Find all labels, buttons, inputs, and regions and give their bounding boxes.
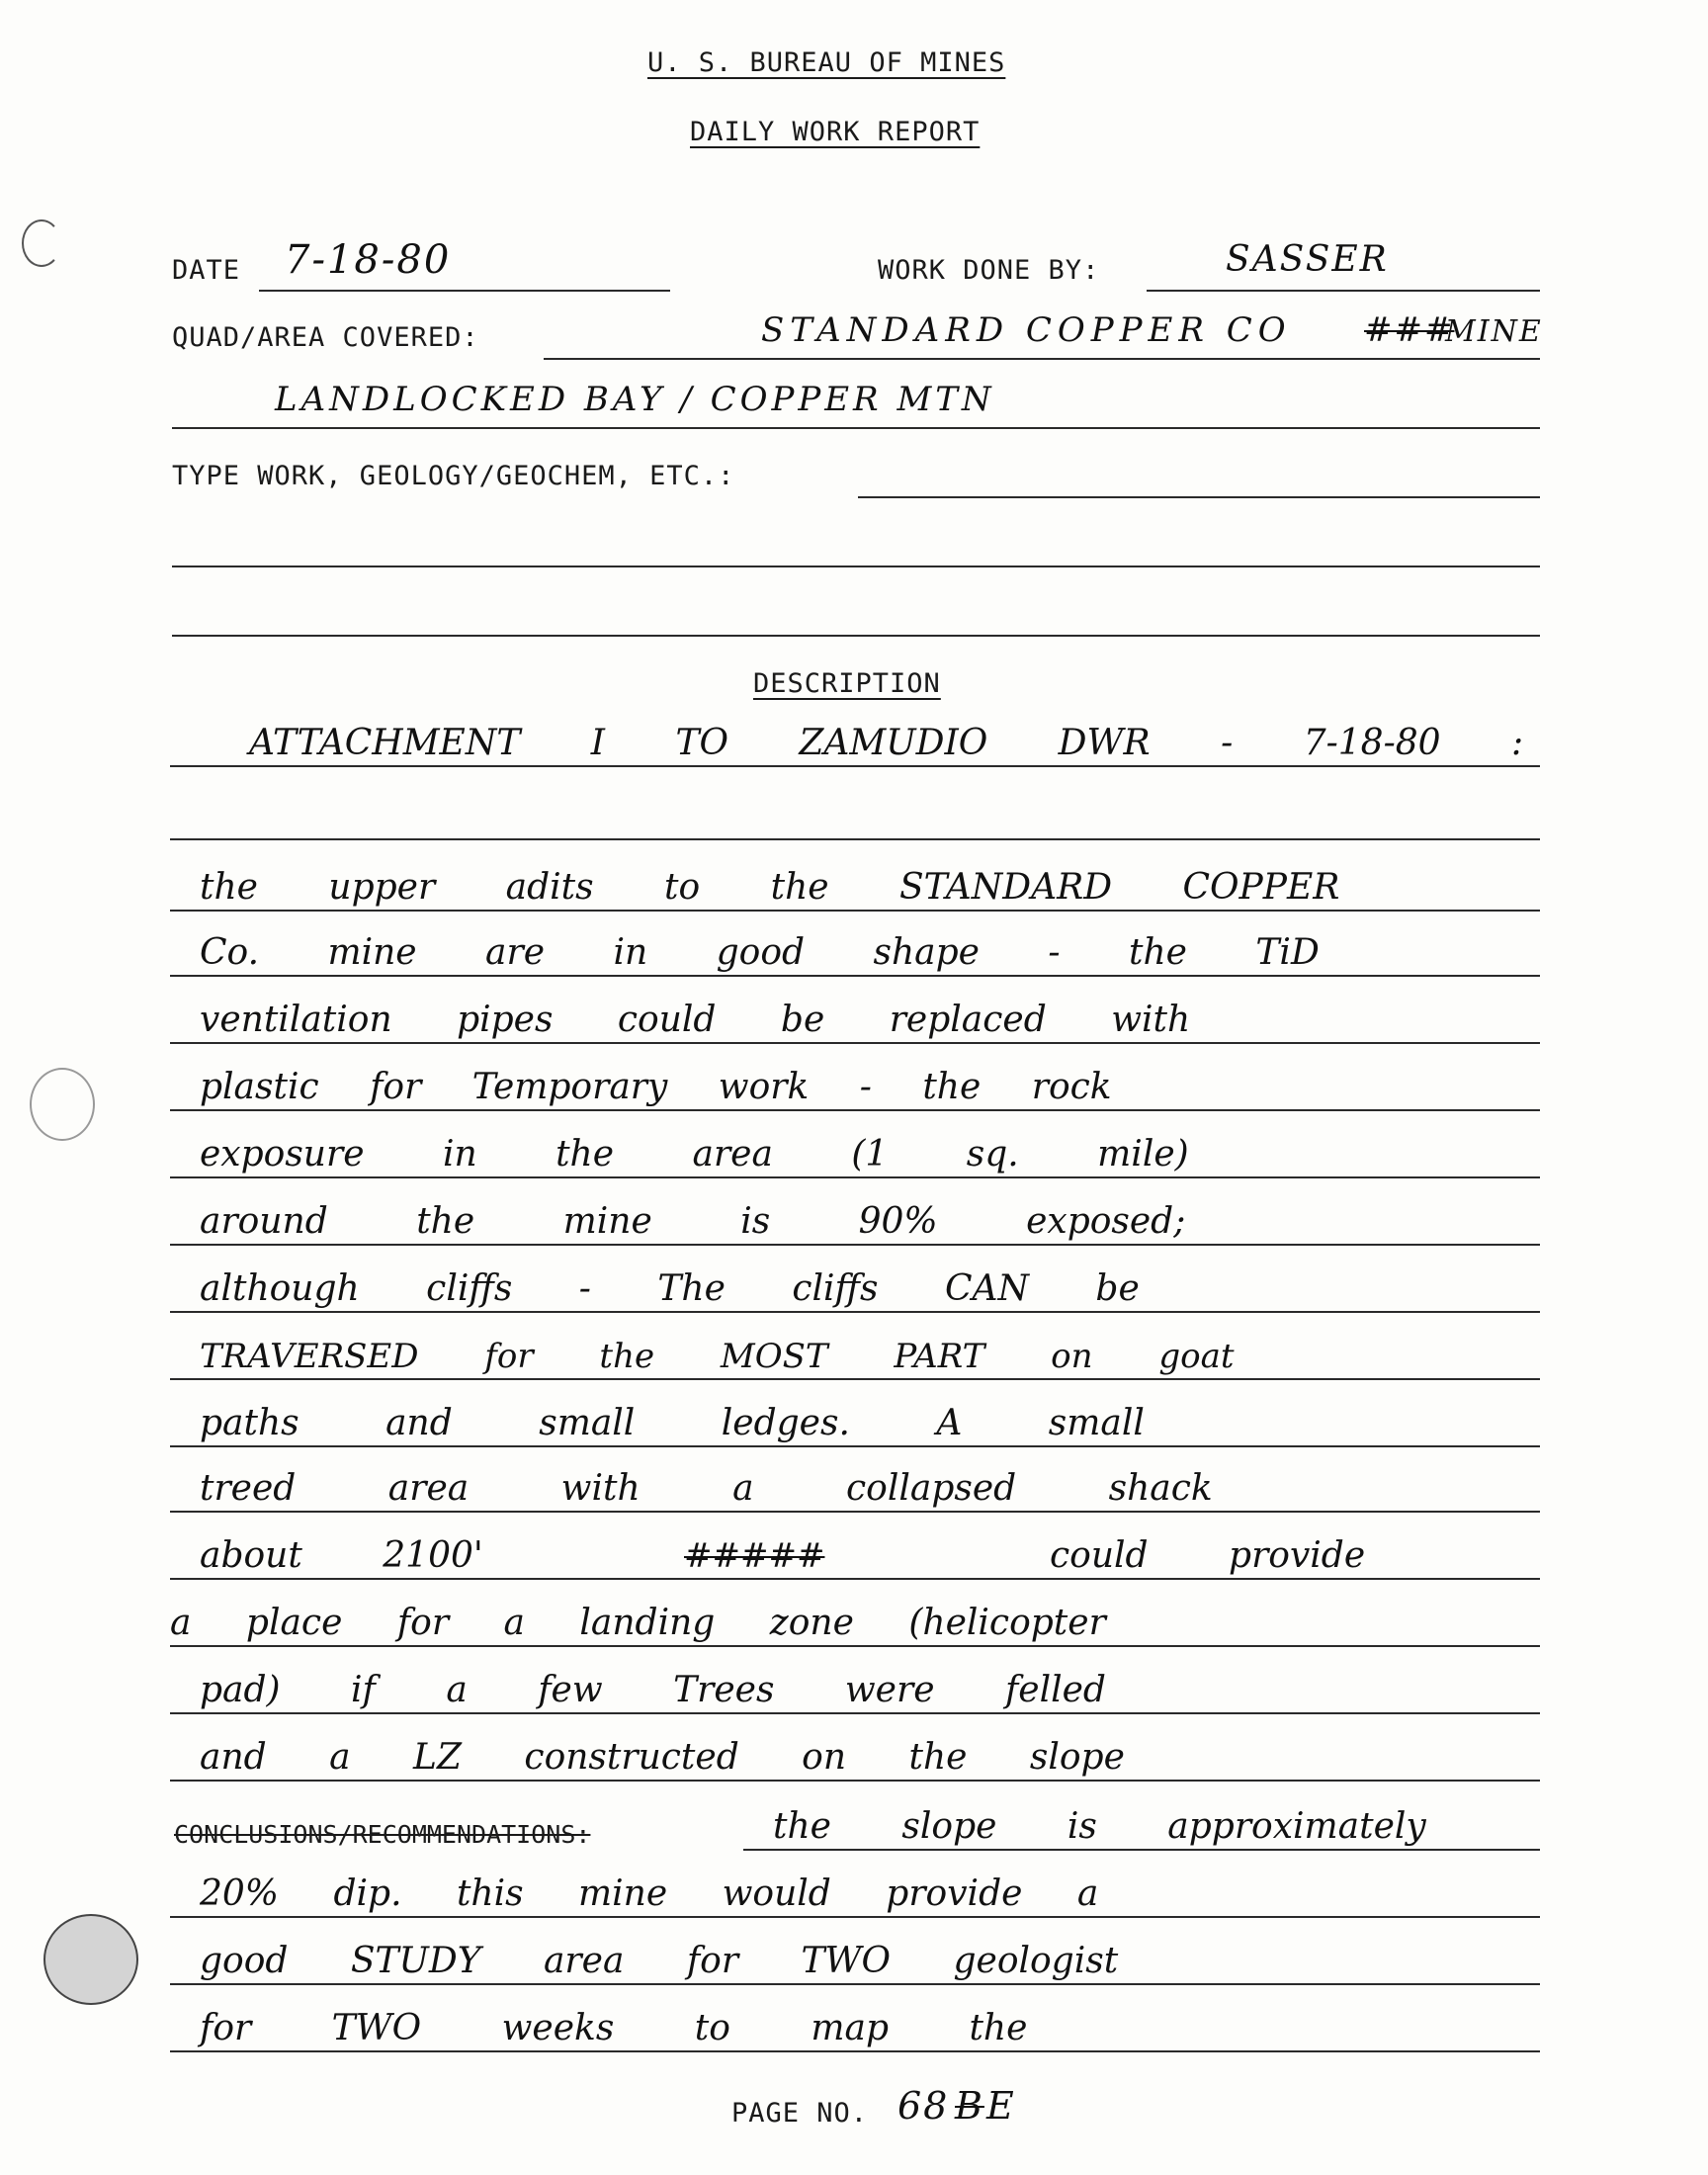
punch-hole-top xyxy=(22,219,61,267)
quad-area-struck: ### xyxy=(1364,310,1455,350)
description-line: the upper adits to the STANDARD COPPER xyxy=(170,858,1540,912)
description-line: ventilation pipes could be replaced with xyxy=(170,991,1540,1044)
quad-area-value: STANDARD COPPER CO xyxy=(761,310,1292,350)
date-value: 7-18-80 xyxy=(285,237,452,283)
punch-hole-bottom xyxy=(43,1914,138,2005)
work-done-by-line xyxy=(1147,290,1540,292)
description-line: good STUDY area for TWO geologist xyxy=(170,1932,1540,1985)
description-line: around the mine is 90% exposed; xyxy=(170,1192,1540,1246)
page-number-value: 68 xyxy=(897,2084,950,2128)
agency-heading: U. S. BUREAU OF MINES xyxy=(647,47,1006,78)
description-line: for TWO weeks to map the xyxy=(170,1999,1540,2052)
punch-hole-middle xyxy=(30,1068,95,1141)
description-line: Co. mine are in good shape - the TiD xyxy=(170,923,1540,977)
type-work-line-3 xyxy=(172,635,1540,637)
type-work-line-1 xyxy=(858,496,1540,498)
description-line: although cliffs - The cliffs CAN be xyxy=(170,1260,1540,1313)
description-line: plastic for Temporary work - the rock xyxy=(170,1058,1540,1111)
description-line xyxy=(170,787,1540,840)
description-line: about 2100' ##### could provide xyxy=(170,1526,1540,1580)
description-line: treed area with a collapsed shack xyxy=(170,1459,1540,1513)
page-number-struck: B xyxy=(955,2084,984,2128)
description-line: 20% dip. this mine would provide a xyxy=(170,1865,1540,1918)
description-line: and a LZ constructed on the slope xyxy=(170,1728,1540,1782)
type-work-line-2 xyxy=(172,566,1540,567)
conclusions-label: CONCLUSIONS/RECOMMENDATIONS: xyxy=(174,1820,591,1849)
description-line: pad) if a few Trees were felled xyxy=(170,1661,1540,1714)
quad-area-label: QUAD/AREA COVERED: xyxy=(172,322,479,353)
description-line: TRAVERSED for the MOST PART on goat xyxy=(170,1327,1540,1380)
description-line: CONCLUSIONS/RECOMMENDATIONS: the slope is approximately xyxy=(170,1797,1540,1851)
work-done-by-value: SASSER xyxy=(1226,239,1389,280)
work-done-by-label: WORK DONE BY: xyxy=(878,255,1100,286)
report-title: DAILY WORK REPORT xyxy=(690,117,981,147)
description-line: paths and small ledges. A small xyxy=(170,1394,1540,1447)
type-work-label: TYPE WORK, GEOLOGY/GEOCHEM, ETC.: xyxy=(172,461,735,491)
quad-area-line-2 xyxy=(172,427,1540,429)
description-line: ATTACHMENT I TO ZAMUDIO DWR - 7-18-80 : xyxy=(170,714,1540,767)
quad-area-suffix: MINE xyxy=(1445,314,1543,349)
quad-area-line2-value: LANDLOCKED BAY / COPPER MTN xyxy=(275,380,995,419)
description-heading: DESCRIPTION xyxy=(753,668,941,699)
quad-area-line-1 xyxy=(544,358,1540,360)
page-number-suffix: E xyxy=(986,2084,1016,2128)
struck-out-text: ##### xyxy=(684,1536,825,1576)
description-line: a place for a landing zone (helicopter xyxy=(170,1594,1540,1647)
page-number-label: PAGE NO. xyxy=(731,2098,869,2129)
date-label: DATE xyxy=(172,255,241,286)
date-line xyxy=(259,290,670,292)
description-line-tail: could provide xyxy=(1050,1535,1366,1576)
description-line: exposure in the area (1 sq. mile) xyxy=(170,1125,1540,1178)
